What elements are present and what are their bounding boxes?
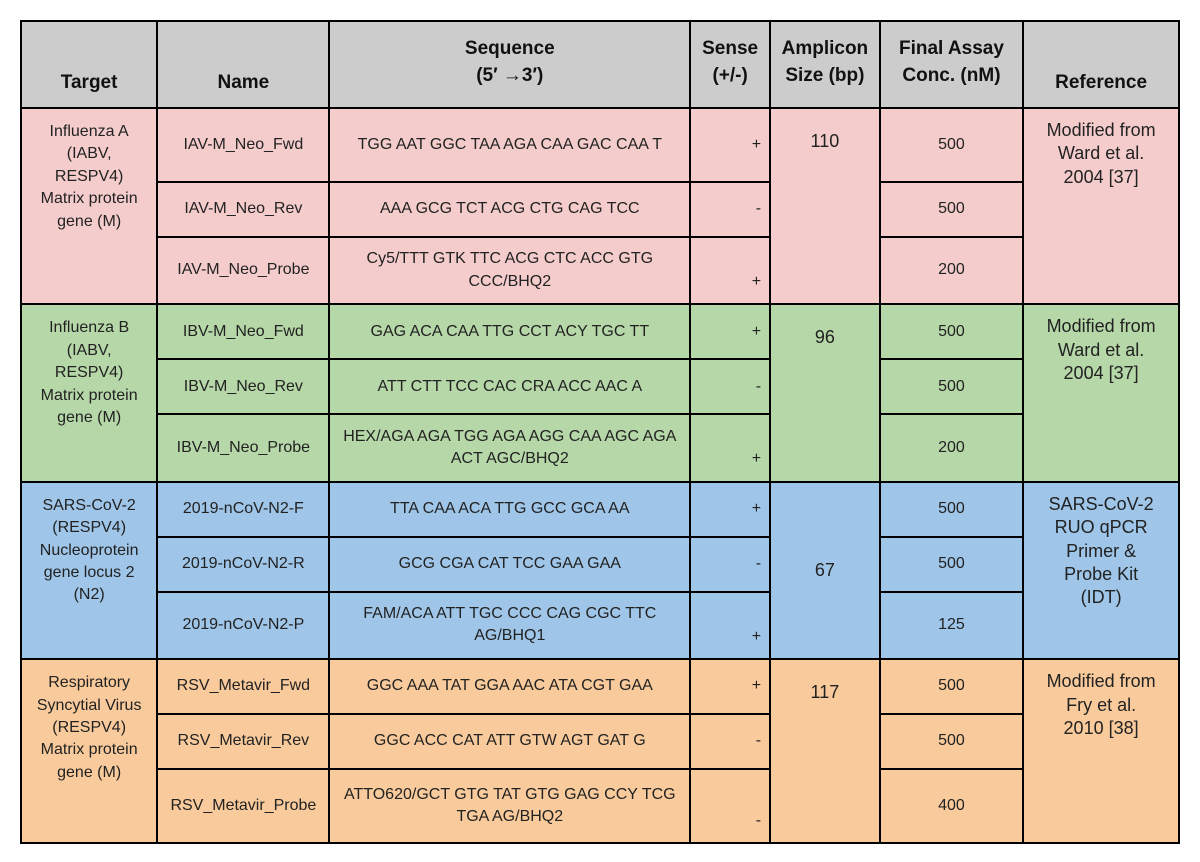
sense-cell: +	[690, 659, 770, 714]
final-conc-cell: 500	[880, 714, 1023, 769]
reference-line: RUO qPCR	[1054, 517, 1148, 538]
target-line: Matrix protein	[40, 190, 138, 208]
reference-cell	[1023, 108, 1179, 304]
table-row	[21, 659, 1179, 714]
primer-name-cell: IAV-M_Neo_Rev	[157, 182, 329, 237]
sense-cell: +	[690, 482, 770, 537]
reference-line: Modified from	[1046, 671, 1156, 692]
table-body	[21, 108, 1179, 843]
final-conc-cell: 200	[880, 414, 1023, 482]
reference-line: Fry et al.	[1066, 694, 1137, 715]
primer-name-cell: 2019-nCoV-N2-R	[157, 537, 329, 592]
table-row	[21, 769, 1179, 843]
primer-name-cell: 2019-nCoV-N2-P	[157, 592, 329, 660]
header-conc-unit: Conc. (nM)	[902, 64, 1001, 86]
sequence-cell: Cy5/TTT GTK TTC ACG CTC ACC GTG CCC/BHQ2	[329, 237, 690, 305]
reference-line: Modified from	[1046, 120, 1156, 140]
primer-name-cell: IAV-M_Neo_Fwd	[157, 108, 329, 182]
reference-line: Ward et al.	[1057, 143, 1145, 164]
table-row	[21, 359, 1179, 414]
table-row	[21, 304, 1179, 359]
reference-line: Primer &	[1066, 540, 1137, 561]
final-conc-cell: 500	[880, 108, 1023, 182]
final-conc-cell: 500	[880, 182, 1023, 237]
header-amplicon	[770, 21, 880, 108]
table-row	[21, 537, 1179, 592]
primer-name-cell: RSV_Metavir_Fwd	[157, 659, 329, 714]
header-sequence	[329, 21, 690, 108]
primer-probe-table	[20, 20, 1180, 844]
sense-cell: +	[690, 237, 770, 305]
sequence-cell: GCG CGA CAT TCC GAA GAA	[329, 537, 690, 592]
sense-cell: -	[690, 537, 770, 592]
reference-line: 2004 [37]	[1063, 166, 1139, 187]
primer-name-cell: 2019-nCoV-N2-F	[157, 482, 329, 537]
target-line: Syncytial Virus	[36, 696, 142, 714]
header-conc-title: Final Assay	[899, 38, 1004, 59]
final-conc-cell: 500	[880, 482, 1023, 537]
final-conc-cell: 125	[880, 592, 1023, 660]
header-sequence-title: Sequence	[464, 38, 555, 59]
reference-line: Probe Kit	[1064, 563, 1139, 584]
reference-line: (IDT)	[1080, 587, 1122, 608]
primer-name-cell: IBV-M_Neo_Probe	[157, 414, 329, 482]
reference-line: 2010 [38]	[1063, 717, 1139, 738]
amplicon-size-cell: 67	[770, 482, 880, 659]
target-line: Influenza B	[49, 319, 130, 337]
header-sense	[690, 21, 770, 108]
target-line: Matrix protein	[40, 741, 138, 759]
final-conc-cell: 500	[880, 359, 1023, 414]
header-sense-sign: (+/-)	[712, 64, 748, 86]
sequence-cell: GGC AAA TAT GGA AAC ATA CGT GAA	[329, 659, 690, 714]
target-line: (IABV,	[66, 145, 112, 163]
table-row	[21, 237, 1179, 305]
sequence-cell: FAM/ACA ATT TGC CCC CAG CGC TTC AG/BHQ1	[329, 592, 690, 660]
target-line: (RESPV4)	[52, 519, 127, 537]
primer-name-cell: RSV_Metavir_Rev	[157, 714, 329, 769]
reference-line: Ward et al.	[1057, 339, 1145, 360]
primer-name-cell: IBV-M_Neo_Fwd	[157, 304, 329, 359]
header-target: Target	[21, 21, 157, 108]
sequence-cell: ATT CTT TCC CAC CRA ACC AAC A	[329, 359, 690, 414]
primer-name-cell: RSV_Metavir_Probe	[157, 769, 329, 843]
final-conc-cell: 500	[880, 659, 1023, 714]
reference-line: Modified from	[1046, 316, 1156, 337]
sense-cell: -	[690, 359, 770, 414]
table-row	[21, 482, 1179, 537]
target-cell	[21, 304, 157, 481]
target-cell	[21, 108, 157, 304]
sequence-cell: TGG AAT GGC TAA AGA CAA GAC CAA T	[329, 108, 690, 182]
reference-line: 2004 [37]	[1063, 363, 1139, 384]
target-line: (RESPV4)	[52, 718, 127, 736]
target-line: gene (M)	[57, 763, 122, 781]
sense-cell: +	[690, 108, 770, 182]
final-conc-cell: 200	[880, 237, 1023, 305]
primer-name-cell: IAV-M_Neo_Probe	[157, 237, 329, 305]
amplicon-size-cell: 96	[770, 304, 880, 481]
header-reference: Reference	[1023, 21, 1179, 108]
sequence-cell: HEX/AGA AGA TGG AGA AGG CAA AGC AGA ACT AGC/BHQ2	[329, 414, 690, 482]
sequence-cell: AAA GCG TCT ACG CTG CAG TCC	[329, 182, 690, 237]
reference-cell	[1023, 659, 1179, 843]
sequence-cell: GAG ACA CAA TTG CCT ACY TGC TT	[329, 304, 690, 359]
header-name: Name	[157, 21, 329, 108]
target-line: (N2)	[73, 586, 105, 604]
table-row	[21, 414, 1179, 482]
sense-cell: +	[690, 592, 770, 660]
target-line: RESPV4)	[54, 364, 124, 382]
sense-cell: -	[690, 769, 770, 843]
target-cell	[21, 659, 157, 843]
table-row	[21, 108, 1179, 182]
sense-cell: +	[690, 414, 770, 482]
amplicon-size-cell: 110	[770, 108, 880, 304]
target-line: gene (M)	[57, 212, 122, 230]
target-cell	[21, 482, 157, 659]
target-line: gene locus 2	[43, 563, 135, 581]
sequence-cell: ATTO620/GCT GTG TAT GTG GAG CCY TCG TGA AG/BHQ2	[329, 769, 690, 843]
header-sense-title: Sense	[702, 38, 759, 59]
header-sequence-direction: (5′ →3′)	[476, 64, 544, 86]
header-row	[21, 21, 1179, 108]
final-conc-cell: 500	[880, 537, 1023, 592]
sequence-cell: TTA CAA ACA TTG GCC GCA AA	[329, 482, 690, 537]
header-amplicon-title: Amplicon	[781, 38, 869, 59]
target-line: RESPV4)	[54, 167, 124, 185]
target-line: (IABV,	[66, 341, 112, 359]
header-conc	[880, 21, 1023, 108]
sense-cell: +	[690, 304, 770, 359]
target-line: Respiratory	[48, 674, 131, 692]
final-conc-cell: 400	[880, 769, 1023, 843]
sense-cell: -	[690, 714, 770, 769]
amplicon-size-cell: 117	[770, 659, 880, 843]
target-line: Influenza A	[49, 123, 129, 140]
sense-cell: -	[690, 182, 770, 237]
table-row	[21, 714, 1179, 769]
target-line: SARS-CoV-2	[42, 496, 136, 514]
target-line: Matrix protein	[40, 386, 138, 404]
reference-cell	[1023, 304, 1179, 481]
reference-cell	[1023, 482, 1179, 659]
table-row	[21, 592, 1179, 660]
sequence-cell: GGC ACC CAT ATT GTW AGT GAT G	[329, 714, 690, 769]
table-row	[21, 182, 1179, 237]
target-line: gene (M)	[57, 408, 122, 426]
reference-line: SARS-CoV-2	[1048, 493, 1154, 514]
target-line: Nucleoprotein	[39, 541, 139, 559]
header-amplicon-unit: Size (bp)	[785, 64, 865, 86]
final-conc-cell: 500	[880, 304, 1023, 359]
primer-name-cell: IBV-M_Neo_Rev	[157, 359, 329, 414]
